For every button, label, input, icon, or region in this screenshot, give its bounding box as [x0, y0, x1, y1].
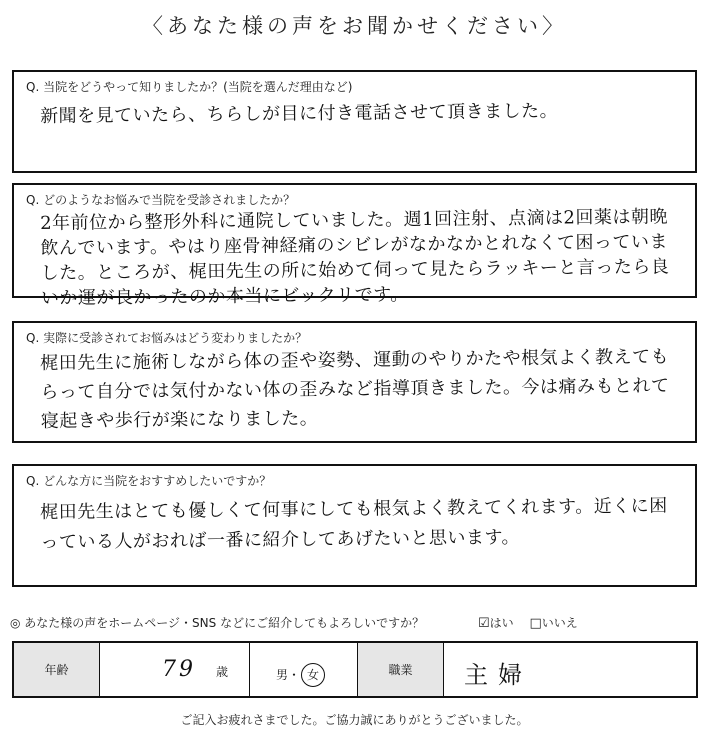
consent-row [10, 614, 700, 631]
age-label: 年齢 [44, 663, 69, 677]
occupation-label-cell [358, 643, 444, 696]
question-box-4 [12, 464, 697, 587]
answer-text-4: 梶田先生はとても優しくて何事にしても根気よく教えてくれます。近くに困っている人がおれば一番に紹介してあげたいと思います。 [40, 495, 668, 553]
consent-yes-option[interactable] [478, 616, 518, 630]
gender-separator: ・ [288, 668, 301, 682]
gender-female-circled [301, 663, 325, 687]
question-box-1 [12, 70, 697, 173]
survey-title: 〈あなた様の声をお聞かせください〉 [142, 14, 567, 38]
consent-no-label: いいえ [541, 616, 578, 630]
closing-message: ご記入お疲れさまでした。ご協力誠にありがとうございました。 [180, 713, 529, 727]
age-value-cell [100, 643, 250, 696]
answer-text-1: 新聞を見ていたら、ちらしが目に付き電話させて頂きました。 [40, 100, 559, 127]
occupation-value: 主婦 [464, 661, 532, 689]
age-value: 79 [162, 657, 196, 682]
occupation-value-cell [444, 643, 696, 696]
answer-text-3: 梶田先生に施術しながら体の歪や姿勢、運動のやりかたや根気よく教えてもらって自分では気付かない体の歪みなど指導頂きました。今は痛みもとれて寝起きや歩行が楽になりました。 [40, 346, 670, 432]
checked-box-icon: ☑ [478, 616, 490, 631]
age-unit: 歳 [216, 665, 229, 679]
age-label-cell [14, 643, 100, 696]
answer-text-2: 2年前位から整形外科に通院していました。週1回注射、点滴は2回薬は朝晩飲んでいます。やはり座骨神経痛のシビレがなかなかとれなくて困っていました。ところが、梶田先生の所に始めて伺って見たらラッキーと言ったら良いか運が良かったのか本当にビックリです。 [40, 206, 670, 309]
consent-yes-label: はい [489, 616, 514, 630]
question-label-3: Q. 実際に受診されてお悩みはどう変わりましたか？ [26, 331, 308, 345]
consent-no-option[interactable] [530, 616, 578, 630]
occupation-label: 職業 [388, 663, 413, 677]
gender-options [276, 663, 325, 687]
gender-female: 女 [307, 668, 320, 682]
question-box-3 [12, 321, 697, 443]
unchecked-box-icon: □ [529, 616, 542, 631]
consent-question: ◎ あなた様の声をホームページ・SNS などにご紹介してもよろしいですか？ [10, 616, 425, 630]
question-box-2 [12, 183, 697, 309]
consent-options [478, 614, 590, 631]
question-label-4: Q. どんな方に当院をおすすめしたいですか？ [26, 474, 272, 488]
question-label-1: Q. 当院をどうやって知りましたか？(当院を選んだ理由など) [26, 80, 353, 94]
question-label-2: Q. どのようなお悩みで当院を受診されましたか？ [26, 193, 296, 207]
respondent-info-table [12, 641, 698, 698]
gender-cell [250, 643, 358, 696]
gender-male: 男 [276, 668, 289, 682]
